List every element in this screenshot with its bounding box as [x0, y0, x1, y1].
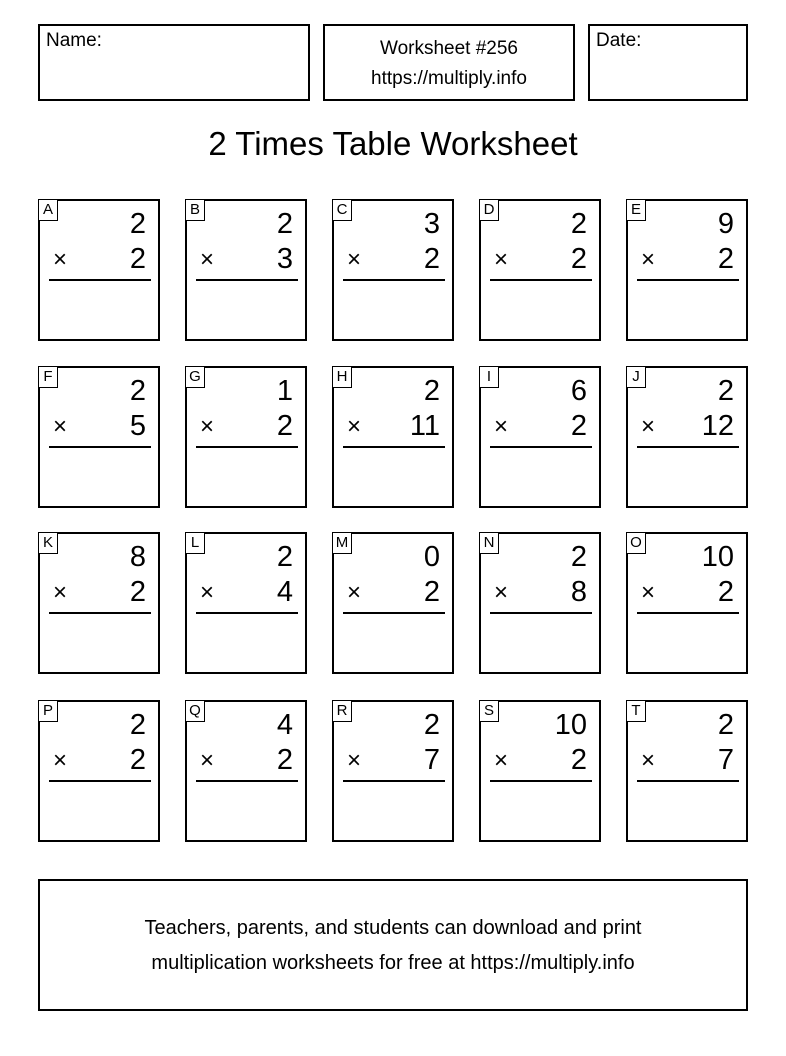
multiplicand: 1 — [276, 375, 293, 407]
multiplicand: 2 — [276, 541, 293, 573]
problem-letter: I — [479, 366, 499, 388]
multiplier: 2 — [129, 243, 146, 275]
times-sign: × — [347, 413, 362, 440]
multiplier: 2 — [276, 410, 293, 442]
multiplicand: 2 — [129, 208, 146, 240]
problem-letter: K — [38, 532, 58, 554]
times-sign: × — [641, 579, 656, 606]
multiplier: 5 — [129, 410, 146, 442]
multiplier: 2 — [717, 243, 734, 275]
multiplicand: 2 — [570, 208, 587, 240]
problem-letter: D — [479, 199, 499, 221]
answer-line — [343, 612, 445, 614]
problem-card[interactable] — [185, 700, 307, 842]
problem-card[interactable] — [38, 366, 160, 508]
answer-line — [637, 780, 739, 782]
name-label: Name: — [46, 30, 102, 51]
multiplicand: 2 — [570, 541, 587, 573]
multiplicand: 2 — [423, 709, 440, 741]
multiplier: 8 — [570, 576, 587, 608]
answer-line — [49, 279, 151, 281]
problem-card[interactable] — [185, 532, 307, 674]
problem-letter: R — [332, 700, 352, 722]
multiplicand: 10 — [701, 541, 734, 573]
worksheet-url: https://multiply.info — [371, 68, 527, 89]
times-sign: × — [200, 747, 215, 774]
answer-line — [490, 279, 592, 281]
times-sign: × — [641, 413, 656, 440]
problem-letter: J — [626, 366, 646, 388]
times-sign: × — [53, 579, 68, 606]
times-sign: × — [347, 246, 362, 273]
answer-line — [490, 446, 592, 448]
problem-card[interactable] — [332, 532, 454, 674]
page-title: 2 Times Table Worksheet — [208, 125, 578, 162]
times-sign: × — [53, 246, 68, 273]
answer-line — [196, 612, 298, 614]
problem-card[interactable] — [626, 700, 748, 842]
times-sign: × — [53, 413, 68, 440]
multiplicand: 2 — [276, 208, 293, 240]
multiplier: 12 — [701, 410, 734, 442]
times-sign: × — [200, 579, 215, 606]
problem-letter: H — [332, 366, 352, 388]
problem-letter: M — [332, 532, 352, 554]
problem-letter: E — [626, 199, 646, 221]
multiplier: 2 — [717, 576, 734, 608]
times-sign: × — [200, 413, 215, 440]
answer-line — [49, 780, 151, 782]
answer-line — [343, 446, 445, 448]
times-sign: × — [641, 246, 656, 273]
multiplicand: 3 — [423, 208, 440, 240]
problem-card[interactable] — [479, 700, 601, 842]
multiplier: 2 — [129, 576, 146, 608]
problem-card[interactable] — [479, 366, 601, 508]
footer-box — [38, 879, 748, 1011]
problem-card[interactable] — [479, 532, 601, 674]
multiplier: 2 — [570, 243, 587, 275]
problem-card[interactable] — [332, 199, 454, 341]
problem-letter: N — [479, 532, 499, 554]
problem-letter: F — [38, 366, 58, 388]
multiplier: 2 — [423, 576, 440, 608]
problem-card[interactable] — [332, 366, 454, 508]
answer-line — [490, 612, 592, 614]
answer-line — [196, 446, 298, 448]
problem-letter: P — [38, 700, 58, 722]
multiplier: 2 — [129, 744, 146, 776]
times-sign: × — [641, 747, 656, 774]
problem-letter: A — [38, 199, 58, 221]
multiplicand: 8 — [129, 541, 146, 573]
multiplier: 7 — [423, 744, 440, 776]
multiplier: 7 — [717, 744, 734, 776]
answer-line — [637, 279, 739, 281]
problem-card[interactable] — [626, 532, 748, 674]
answer-line — [343, 780, 445, 782]
problem-card[interactable] — [185, 199, 307, 341]
multiplicand: 2 — [717, 375, 734, 407]
multiplicand: 0 — [423, 541, 440, 573]
times-sign: × — [494, 413, 509, 440]
multiplier: 11 — [409, 410, 440, 442]
footer-line-1: Teachers, parents, and students can download and print — [144, 917, 642, 939]
problem-letter: B — [185, 199, 205, 221]
problem-card[interactable] — [185, 366, 307, 508]
times-sign: × — [347, 579, 362, 606]
problem-card[interactable] — [332, 700, 454, 842]
problem-card[interactable] — [38, 700, 160, 842]
multiplicand: 10 — [554, 709, 587, 741]
multiplicand: 2 — [129, 375, 146, 407]
worksheet-number: Worksheet #256 — [379, 38, 518, 59]
problem-card[interactable] — [38, 199, 160, 341]
times-sign: × — [53, 747, 68, 774]
multiplier: 2 — [276, 744, 293, 776]
problem-letter: L — [185, 532, 205, 554]
multiplier: 2 — [423, 243, 440, 275]
answer-line — [637, 446, 739, 448]
answer-line — [49, 612, 151, 614]
problem-card[interactable] — [626, 199, 748, 341]
multiplicand: 2 — [717, 709, 734, 741]
multiplicand: 4 — [276, 709, 293, 741]
multiplier: 3 — [276, 243, 293, 275]
problem-card[interactable] — [38, 532, 160, 674]
times-sign: × — [347, 747, 362, 774]
multiplier: 2 — [570, 410, 587, 442]
multiplier: 4 — [276, 576, 293, 608]
problem-letter: G — [185, 366, 205, 388]
problem-letter: T — [626, 700, 646, 722]
answer-line — [196, 780, 298, 782]
date-label: Date: — [596, 30, 642, 51]
times-sign: × — [200, 246, 215, 273]
times-sign: × — [494, 579, 509, 606]
problem-letter: C — [332, 199, 352, 221]
answer-line — [490, 780, 592, 782]
footer-line-2: multiplication worksheets for free at https://multiply.info — [151, 952, 635, 974]
times-sign: × — [494, 747, 509, 774]
problem-letter: Q — [185, 700, 205, 722]
problem-card[interactable] — [479, 199, 601, 341]
times-sign: × — [494, 246, 509, 273]
multiplicand: 9 — [717, 208, 734, 240]
problem-letter: S — [479, 700, 499, 722]
answer-line — [49, 446, 151, 448]
problem-letter: O — [626, 532, 646, 554]
multiplier: 2 — [570, 744, 587, 776]
problem-card[interactable] — [626, 366, 748, 508]
answer-line — [343, 279, 445, 281]
multiplicand: 2 — [423, 375, 440, 407]
multiplicand: 2 — [129, 709, 146, 741]
answer-line — [637, 612, 739, 614]
answer-line — [196, 279, 298, 281]
multiplicand: 6 — [570, 375, 587, 407]
